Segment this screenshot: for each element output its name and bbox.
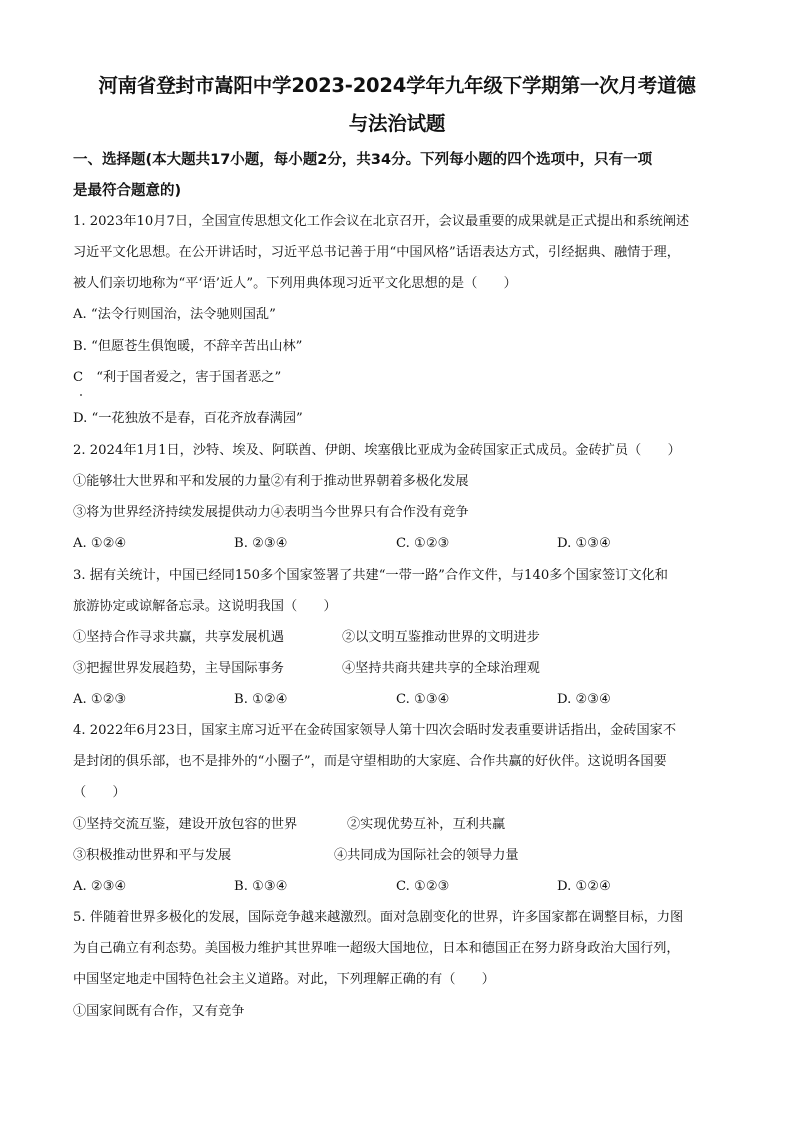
question-2-statements-line: ①能够壮大世界和平和发展的力量②有利于推动世界朝着多极化发展 xyxy=(73,474,469,489)
question-3-stem-line: 旅游协定或谅解备忘录。这说明我国（ ） xyxy=(73,599,337,614)
print-artifact-dot xyxy=(80,394,82,396)
question-4-choice-a: A. ②③④ xyxy=(73,879,127,894)
question-4-statement-4: ④共同成为国际社会的领导力量 xyxy=(334,848,519,863)
section-heading-line-1: 一、选择题(本大题共17小题，每小题2分，共34分。下列每小题的四个选项中，只有一项 xyxy=(73,152,653,168)
question-3-stem-line: 3. 据有关统计，中国已经同150多个国家签署了共建“一带一路”合作文件，与140多个国家签订文化和 xyxy=(73,568,668,583)
question-3-statement-2: ②以文明互鉴推动世界的文明进步 xyxy=(342,630,540,645)
question-4-stem-line: （ ） xyxy=(73,785,126,800)
question-3-choice-b: B. ①②④ xyxy=(234,692,288,707)
question-3-statement-3: ③把握世界发展趋势，主导国际事务 xyxy=(73,661,284,676)
question-3-choice-d: D. ②③④ xyxy=(557,692,611,707)
question-1-option-b: B. “但愿苍生俱饱暖，不辞辛苦出山林” xyxy=(73,339,303,354)
question-4-stem-line: 4. 2022年6月23日，国家主席习近平在金砖国家领导人第十四次会晤时发表重要讲话指出，金砖国家不 xyxy=(73,723,677,738)
question-1-stem-line: 被人们亲切地称为“平‘语’近人”。下列用典体现习近平文化思想的是（ ） xyxy=(73,276,517,291)
question-2-choice-c: C. ①②③ xyxy=(396,536,450,551)
question-3-choice-c: C. ①③④ xyxy=(396,692,450,707)
question-2-choice-b: B. ②③④ xyxy=(234,536,288,551)
exam-title-line-1: 河南省登封市嵩阳中学2023-2024学年九年级下学期第一次月考道德 xyxy=(98,74,696,97)
question-4-choice-d: D. ①②④ xyxy=(557,879,611,894)
question-1-option-d: D. “一花独放不是春，百花齐放春满园” xyxy=(73,411,303,426)
question-4-statement-1: ①坚持交流互鉴，建设开放包容的世界 xyxy=(73,817,298,832)
section-heading-line-2: 是最符合题意的) xyxy=(73,183,182,199)
question-3-statement-1: ①坚持合作寻求共赢，共享发展机遇 xyxy=(73,630,284,645)
question-1-stem-line: 1. 2023年10月7日，全国宣传思想文化工作会议在北京召开，会议最重要的成果就是正式提出和系统阐述 xyxy=(73,214,690,229)
question-1-option-c: C “利于国者爱之，害于国者恶之” xyxy=(73,370,282,385)
question-2-statements-line: ③将为世界经济持续发展提供动力④表明当今世界只有合作没有竞争 xyxy=(73,505,469,520)
question-5-stem-line: 为自己确立有利态势。美国极力维护其世界唯一超级大国地位，日本和德国正在努力跻身政治大国行列， xyxy=(73,941,680,956)
question-2-choice-a: A. ①②④ xyxy=(73,536,127,551)
question-5-stem-line: 5. 伴随着世界多极化的发展，国际竞争越来越激烈。面对急剧变化的世界，许多国家都在调整目标，力图 xyxy=(73,910,684,925)
question-5-statement-1: ①国家间既有合作，又有竞争 xyxy=(73,1004,245,1019)
question-4-statement-2: ②实现优势互补，互利共赢 xyxy=(347,817,506,832)
question-4-statement-3: ③积极推动世界和平与发展 xyxy=(73,848,232,863)
question-3-choice-a: A. ①②③ xyxy=(73,692,127,707)
question-3-statement-4: ④坚持共商共建共享的全球治理观 xyxy=(342,661,540,676)
question-4-choice-b: B. ①③④ xyxy=(234,879,288,894)
question-5-stem-line: 中国坚定地走中国特色社会主义道路。对此，下列理解正确的有（ ） xyxy=(73,972,495,987)
exam-title-line-2: 与法治试题 xyxy=(348,112,446,135)
question-1-stem-line: 习近平文化思想。在公开讲话时，习近平总书记善于用“中国风格”话语表达方式，引经据典、融情于理， xyxy=(73,245,680,260)
question-2-stem-line: 2. 2024年1月1日，沙特、埃及、阿联酋、伊朗、埃塞俄比亚成为金砖国家正式成员。金砖扩员（ ） xyxy=(73,443,681,458)
question-1-option-a: A. “法令行则国治，法令驰则国乱” xyxy=(73,307,276,322)
question-4-stem-line: 是封闭的俱乐部，也不是排外的“小圈子”，而是守望相助的大家庭、合作共赢的好伙伴。这说明各国要 xyxy=(73,754,667,769)
question-2-choice-d: D. ①③④ xyxy=(557,536,611,551)
question-4-choice-c: C. ①②③ xyxy=(396,879,450,894)
